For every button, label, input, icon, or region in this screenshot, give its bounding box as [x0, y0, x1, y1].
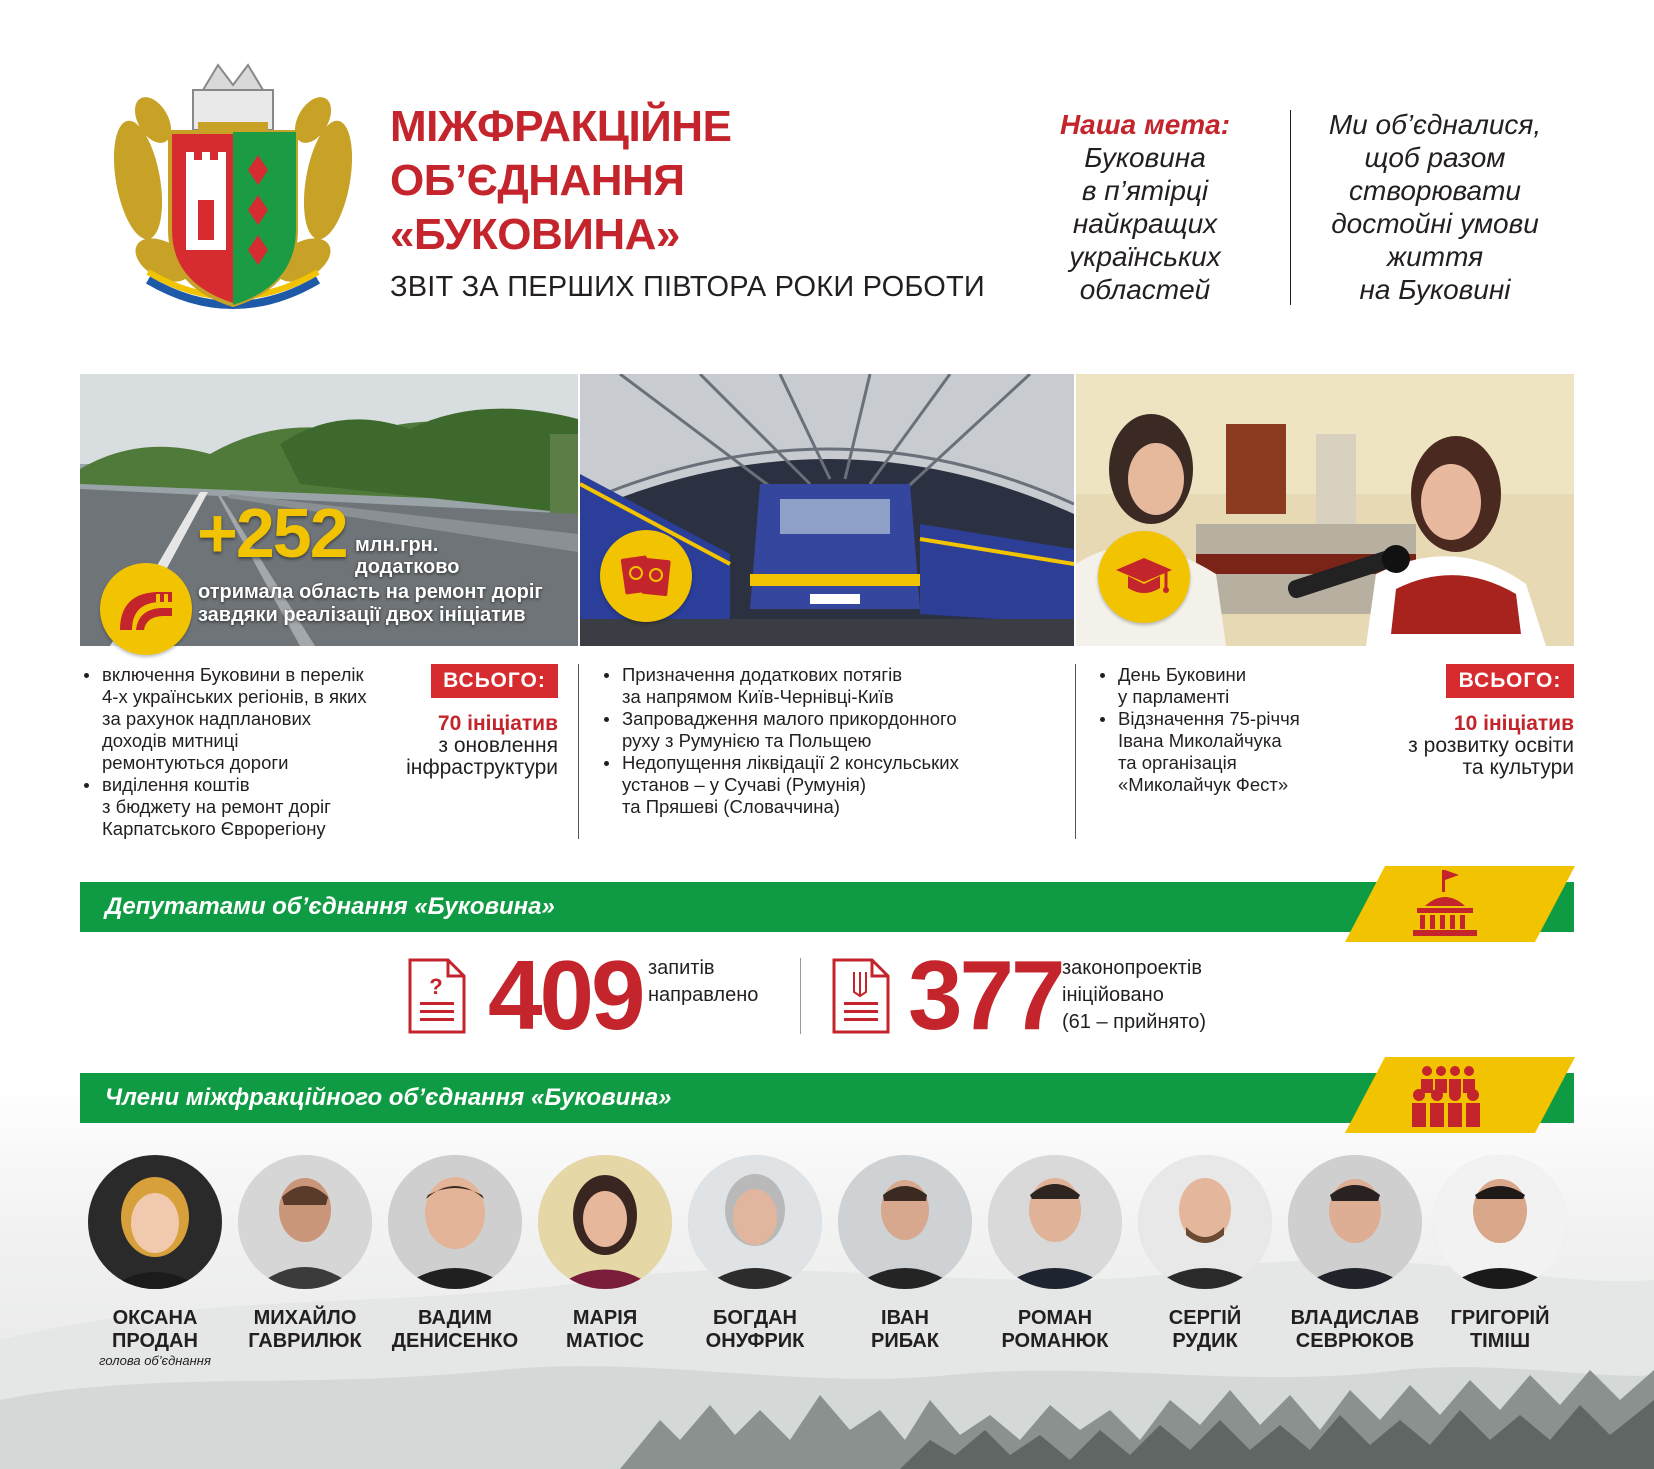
stat-line: ініційовано	[1062, 984, 1164, 1006]
stat-line: направлено	[648, 984, 759, 1006]
bullet-line: у парламенті	[1118, 686, 1230, 707]
total-line: інфраструктури	[406, 756, 558, 779]
avatar	[838, 1155, 972, 1289]
column-divider	[578, 664, 579, 839]
law-document-icon	[832, 958, 890, 1034]
bills-count: 377	[908, 940, 1063, 1050]
united-block	[1310, 108, 1560, 306]
member-first-name: ВАДИМ	[418, 1307, 492, 1329]
title-line: МІЖФРАКЦІЙНЕ	[390, 102, 732, 151]
total-line: з розвитку освіти	[1408, 734, 1574, 757]
member-first-name: МИХАЙЛО	[253, 1307, 357, 1329]
passport-icon	[600, 530, 692, 622]
member-last-name: РУДИК	[1172, 1330, 1238, 1352]
total-count: 70 ініціатив	[437, 712, 558, 735]
title-line: ОБ’ЄДНАННЯ	[390, 156, 685, 205]
stat-line: (61 – прийнято)	[1062, 1011, 1207, 1033]
goal-line: найкращих	[1072, 208, 1218, 239]
bullet-line: Призначення додаткових потягів	[622, 664, 903, 685]
member-last-name: ПРОДАН	[112, 1330, 198, 1352]
avatar	[88, 1155, 222, 1289]
avatar	[688, 1155, 822, 1289]
list-item	[80, 774, 410, 840]
avatar	[238, 1155, 372, 1289]
road-amount: +252	[197, 494, 347, 572]
bullet-line: ремонтуються дороги	[102, 752, 289, 773]
bullet-line: Недопущення ліквідації 2 консульських	[622, 752, 959, 773]
united-line: Ми об’єдналися,	[1328, 109, 1542, 140]
member-first-name: ІВАН	[881, 1307, 929, 1329]
bullet-line: Відзначення 75-річчя	[1118, 708, 1300, 729]
united-line: достойні умови	[1331, 208, 1539, 239]
member-last-name: РОМАНЮК	[1001, 1330, 1109, 1352]
list-item	[1096, 664, 1376, 708]
member-card	[230, 1155, 380, 1353]
request-document-icon	[408, 958, 466, 1034]
member-card	[830, 1155, 980, 1353]
culture-total	[1364, 713, 1574, 779]
list-item	[80, 664, 410, 774]
list-item	[600, 752, 1020, 818]
member-first-name: ОКСАНА	[112, 1307, 198, 1329]
bullet-line: виділення коштів	[102, 774, 250, 795]
road-total	[378, 713, 558, 779]
member-first-name: ВЛАДИСЛАВ	[1290, 1307, 1420, 1329]
member-first-name: РОМАН	[1017, 1307, 1093, 1329]
member-card	[1130, 1155, 1280, 1353]
bullet-line: Карпатського Єврорегіону	[102, 818, 326, 839]
goal-heading: Наша мета:	[1059, 109, 1231, 140]
road-unit-line: млн.грн.	[355, 534, 439, 556]
total-label: ВСЬОГО:	[1446, 664, 1574, 698]
member-card	[680, 1155, 830, 1353]
road-description	[198, 581, 558, 627]
header	[390, 100, 1010, 304]
bullet-line: 4-х українських регіонів, в яких	[102, 686, 367, 707]
united-line: щоб разом	[1364, 142, 1506, 173]
bullet-line: «Миколайчук Фест»	[1118, 774, 1289, 795]
member-last-name: ТІМІШ	[1469, 1330, 1531, 1352]
bullet-line: за напрямом Київ-Чернівці-Київ	[622, 686, 894, 707]
graduation-cap-icon	[1098, 531, 1190, 623]
total-line: та культури	[1462, 756, 1574, 779]
deputies-bar: Депутатами об’єднання «Буковина»	[80, 882, 1574, 932]
title-line: «БУКОВИНА»	[390, 210, 680, 259]
member-card	[80, 1155, 230, 1369]
goal-line: Буковина	[1084, 142, 1206, 173]
subtitle: ЗВІТ ЗА ПЕРШИХ ПІВТОРА РОКИ РОБОТИ	[390, 271, 985, 303]
avatar	[988, 1155, 1122, 1289]
parliament-icon	[1345, 866, 1575, 942]
list-item	[1096, 708, 1376, 796]
united-line: життя	[1386, 241, 1484, 272]
bullet-line: День Буковини	[1118, 664, 1247, 685]
member-card	[1425, 1155, 1575, 1353]
member-role: голова об’єднання	[99, 1353, 211, 1368]
header-divider	[1290, 110, 1291, 305]
total-line: з оновлення	[438, 734, 558, 757]
goal-block	[1035, 108, 1255, 306]
bullet-line: Запровадження малого прикордонного	[622, 708, 957, 729]
bullet-line: та Пряшеві (Словаччина)	[622, 796, 840, 817]
bullet-line: доходів митниці	[102, 730, 239, 751]
chernivtsi-coat-of-arms	[108, 60, 358, 322]
bullet-line: установ – у Сучаві (Румунія)	[622, 774, 866, 795]
transport-bullets	[600, 664, 1020, 818]
total-label: ВСЬОГО:	[431, 664, 558, 698]
avatar	[1433, 1155, 1567, 1289]
bullet-line: руху з Румунією та Польщею	[622, 730, 872, 751]
road-desc-line: отримала область на ремонт доріг	[198, 581, 543, 603]
requests-count: 409	[488, 940, 643, 1050]
bullet-line: з бюджету на ремонт доріг	[102, 796, 331, 817]
stat-line: законопроектів	[1062, 957, 1202, 979]
avatar	[388, 1155, 522, 1289]
column-divider	[1075, 664, 1076, 839]
member-first-name: СЕРГІЙ	[1168, 1307, 1242, 1329]
road-unit	[355, 534, 555, 578]
member-last-name: СЕВРЮКОВ	[1295, 1330, 1415, 1352]
bullet-line: включення Буковини в перелік	[102, 664, 364, 685]
road-bullets	[80, 664, 410, 840]
bullet-line: за рахунок надпланових	[102, 708, 312, 729]
list-item	[600, 708, 1020, 752]
member-card	[980, 1155, 1130, 1353]
member-card	[380, 1155, 530, 1353]
total-count: 10 ініціатив	[1453, 712, 1574, 735]
road-desc-line: завдяки реалізації двох ініціатив	[198, 604, 526, 626]
road-unit-line: додатково	[355, 556, 460, 578]
goal-line: в п’ятірці	[1081, 175, 1209, 206]
people-icon	[1345, 1057, 1575, 1133]
goal-line: українських	[1069, 241, 1221, 272]
bills-description	[1062, 955, 1206, 1036]
member-last-name: ГАВРИЛЮК	[248, 1330, 362, 1352]
member-last-name: ОНУФРИК	[705, 1330, 805, 1352]
culture-bullets	[1096, 664, 1376, 796]
avatar	[538, 1155, 672, 1289]
list-item	[600, 664, 1020, 708]
united-line: на Буковині	[1359, 274, 1511, 305]
member-last-name: МАТІОС	[566, 1330, 644, 1352]
member-first-name: ГРИГОРІЙ	[1450, 1307, 1550, 1329]
member-card	[1280, 1155, 1430, 1353]
members-bar: Члени міжфракційного об’єднання «Буковина»	[80, 1073, 1574, 1123]
goal-line: областей	[1079, 274, 1211, 305]
member-last-name: РИБАК	[871, 1330, 939, 1352]
stat-divider	[800, 958, 801, 1034]
member-first-name: МАРІЯ	[572, 1307, 638, 1329]
member-first-name: БОГДАН	[713, 1307, 797, 1329]
united-line: створювати	[1349, 175, 1521, 206]
avatar	[1288, 1155, 1422, 1289]
avatar	[1138, 1155, 1272, 1289]
bullet-line: та організація	[1118, 752, 1237, 773]
road-icon	[100, 563, 192, 655]
bullet-line: Івана Миколайчука	[1118, 730, 1282, 751]
stat-line: запитів	[648, 957, 715, 979]
member-last-name: ДЕНИСЕНКО	[391, 1330, 519, 1352]
requests-description	[648, 955, 758, 1009]
member-card	[530, 1155, 680, 1353]
svg-text:?: ?	[429, 974, 443, 999]
